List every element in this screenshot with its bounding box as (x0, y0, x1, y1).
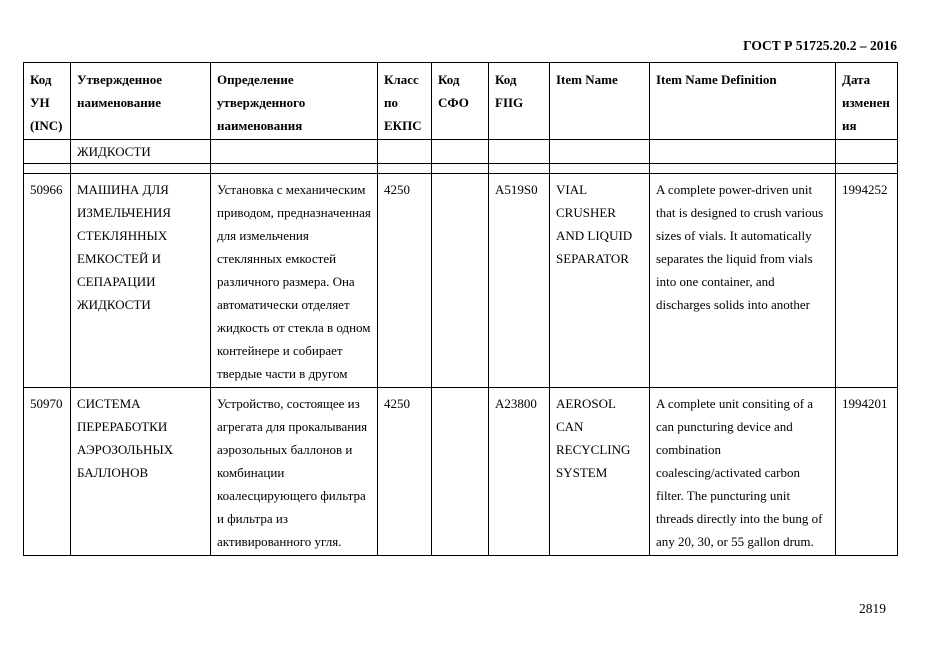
table-cell-change-date: 1994201 (836, 388, 898, 556)
table-cell-inc-code: 50966 (24, 174, 71, 388)
table-row (24, 140, 898, 164)
table-cell-definition: Устройство, состоящее из агрегата для прокалывания аэрозольных баллонов и комбинации коалесцирующего фильтра и фильтра из активированного угля. (211, 388, 378, 556)
column-header-item-name: Item Name (550, 63, 650, 140)
table-cell-kod-fiig: A519S0 (489, 174, 550, 388)
table-cell-class-ekps: 4250 (378, 388, 432, 556)
table-cell-item-name: AEROSOL CAN RECYCLING SYSTEM (550, 388, 650, 556)
table-cell (650, 140, 836, 164)
table-cell (550, 140, 650, 164)
data-table (23, 62, 898, 556)
table-cell (432, 164, 489, 174)
table-cell-kod-sfo (432, 388, 489, 556)
table-cell (650, 164, 836, 174)
table-cell-approved-name: СИСТЕМА ПЕРЕРАБОТКИ АЭРОЗОЛЬНЫХ БАЛЛОНОВ (71, 388, 211, 556)
table-cell (378, 140, 432, 164)
column-header-class-ekps: Класс по ЕКПС (378, 63, 432, 140)
table-header-row (24, 63, 898, 140)
table-cell-item-name-definition: A complete unit consiting of a can puncturing device and combination coalescing/activated carbon filter. The puncturing unit threads directly into the bung of any 20, 30, or 55 gallon drum. (650, 388, 836, 556)
table-row (24, 174, 898, 388)
table-cell (71, 164, 211, 174)
column-header-approved-name: Утвержденное наименование (71, 63, 211, 140)
document-title: ГОСТ Р 51725.20.2 – 2016 (743, 38, 897, 53)
table-cell (550, 164, 650, 174)
table-row (24, 164, 898, 174)
table-cell-change-date: 1994252 (836, 174, 898, 388)
table-cell-inc-code: 50970 (24, 388, 71, 556)
table-cell-approved-name: МАШИНА ДЛЯ ИЗМЕЛЬЧЕНИЯ СТЕКЛЯННЫХ ЕМКОСТЕЙ И СЕПАРАЦИИ ЖИДКОСТИ (71, 174, 211, 388)
table-cell-kod-sfo (432, 174, 489, 388)
table-cell (489, 140, 550, 164)
column-header-kod-fiig: Код FIIG (489, 63, 550, 140)
table-cell-item-name-definition: A complete power-driven unit that is designed to crush various sizes of vials. It automatically separates the liquid from vials into one container, and discharges solids into another (650, 174, 836, 388)
table-cell (836, 140, 898, 164)
table-cell-class-ekps: 4250 (378, 174, 432, 388)
table-cell-item-name: VIAL CRUSHER AND LIQUID SEPARATOR (550, 174, 650, 388)
column-header-change-date: Дата изменения (836, 63, 898, 140)
table-cell-definition: Установка с механическим приводом, предназначенная для измельчения стеклянных емкостей различного размера. Она автоматически отделяет жидкость от стекла в одном контейнере и собирает твердые части в другом (211, 174, 378, 388)
table-cell (432, 140, 489, 164)
table-cell (211, 140, 378, 164)
table-cell-kod-fiig: A23800 (489, 388, 550, 556)
table-cell (24, 140, 71, 164)
table-cell: ЖИДКОСТИ (71, 140, 211, 164)
table-cell (211, 164, 378, 174)
column-header-item-name-definition: Item Name Definition (650, 63, 836, 140)
page-number: 2819 (859, 601, 886, 616)
column-header-kod-sfo: Код СФО (432, 63, 489, 140)
table-cell (836, 164, 898, 174)
table-cell (489, 164, 550, 174)
table-row (24, 388, 898, 556)
table-cell (24, 164, 71, 174)
column-header-definition: Определение утвержденного наименования (211, 63, 378, 140)
table-cell (378, 164, 432, 174)
column-header-kod-un: Код УН (INC) (24, 63, 71, 140)
